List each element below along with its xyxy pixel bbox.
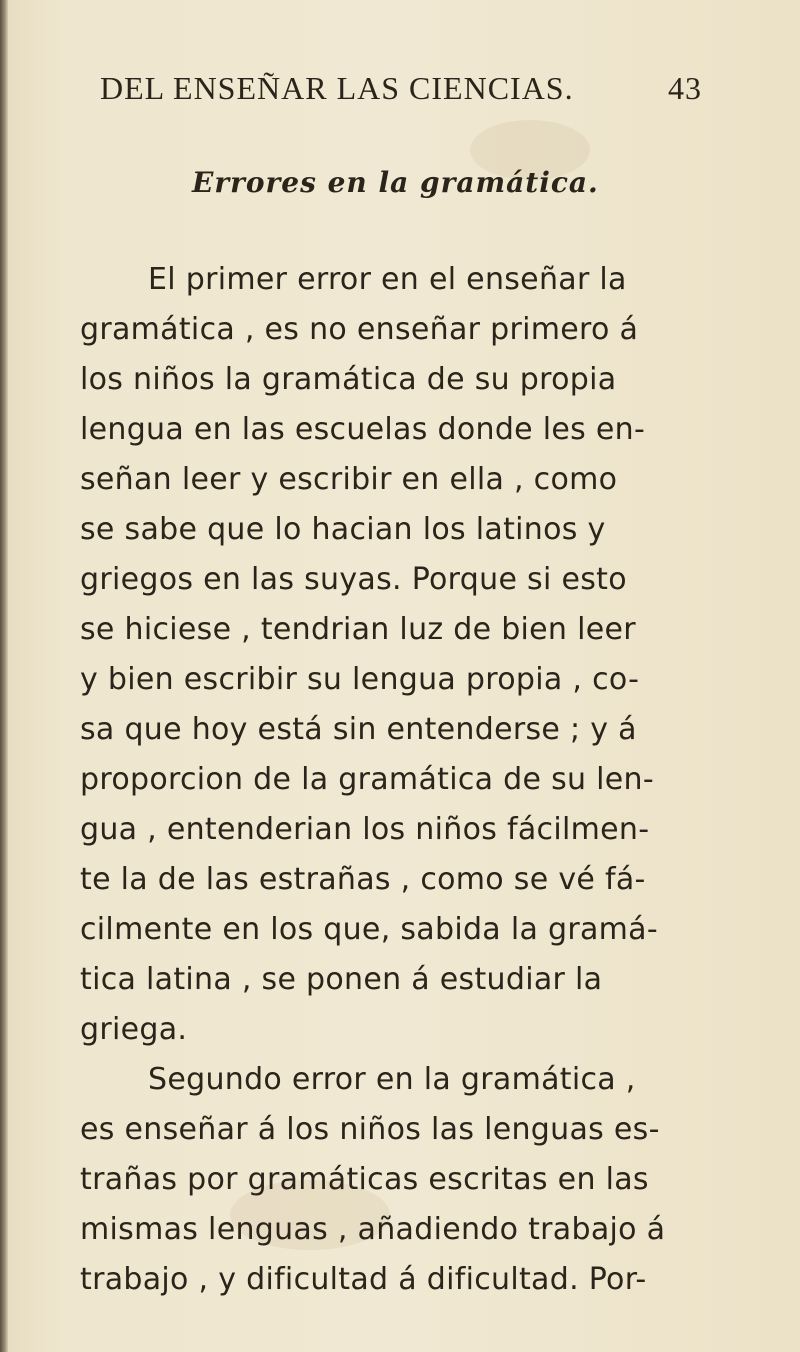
text-line: trabajo , y dificultad á dificultad. Por- (80, 1262, 647, 1297)
text-line: proporcion de la gramática de su len- (80, 762, 654, 797)
text-line: los niños la gramática de su propia (80, 362, 617, 397)
page-number: 43 (668, 70, 702, 106)
text-line: es enseñar á los niños las lenguas es- (80, 1112, 660, 1147)
text-line: señan leer y escribir en ella , como (80, 462, 618, 497)
text-line: Segundo error en la gramática , (148, 1062, 636, 1097)
page-gutter-shadow (0, 0, 8, 1352)
running-head-title: DEL ENSEÑAR LAS CIENCIAS. (100, 70, 574, 106)
text-line: trañas por gramáticas escritas en las (80, 1162, 649, 1197)
text-line: gramática , es no enseñar primero á (80, 312, 639, 347)
text-line: sa que hoy está sin entenderse ; y á (80, 712, 637, 747)
text-line: se sabe que lo hacian los latinos y (80, 512, 606, 547)
text-line: y bien escribir su lengua propia , co- (80, 662, 640, 697)
text-line: cilmente en los que, sabida la gramá- (80, 912, 658, 947)
text-line: El primer error en el enseñar la (148, 262, 627, 297)
running-head (100, 70, 720, 107)
text-line: griega. (80, 1012, 188, 1047)
text-line: gua , entenderian los niños fácilmen- (80, 812, 650, 847)
text-line: griegos en las suyas. Porque si esto (80, 562, 627, 597)
text-line: se hiciese , tendrian luz de bien leer (80, 612, 636, 647)
text-line: te la de las estrañas , como se vé fá- (80, 862, 646, 897)
text-line: lengua en las escuelas donde les en- (80, 412, 646, 447)
section-title: Errores en la gramática. (192, 166, 599, 199)
text-line: tica latina , se ponen á estudiar la (80, 962, 603, 997)
text-line: mismas lenguas , añadiendo trabajo á (80, 1212, 666, 1247)
